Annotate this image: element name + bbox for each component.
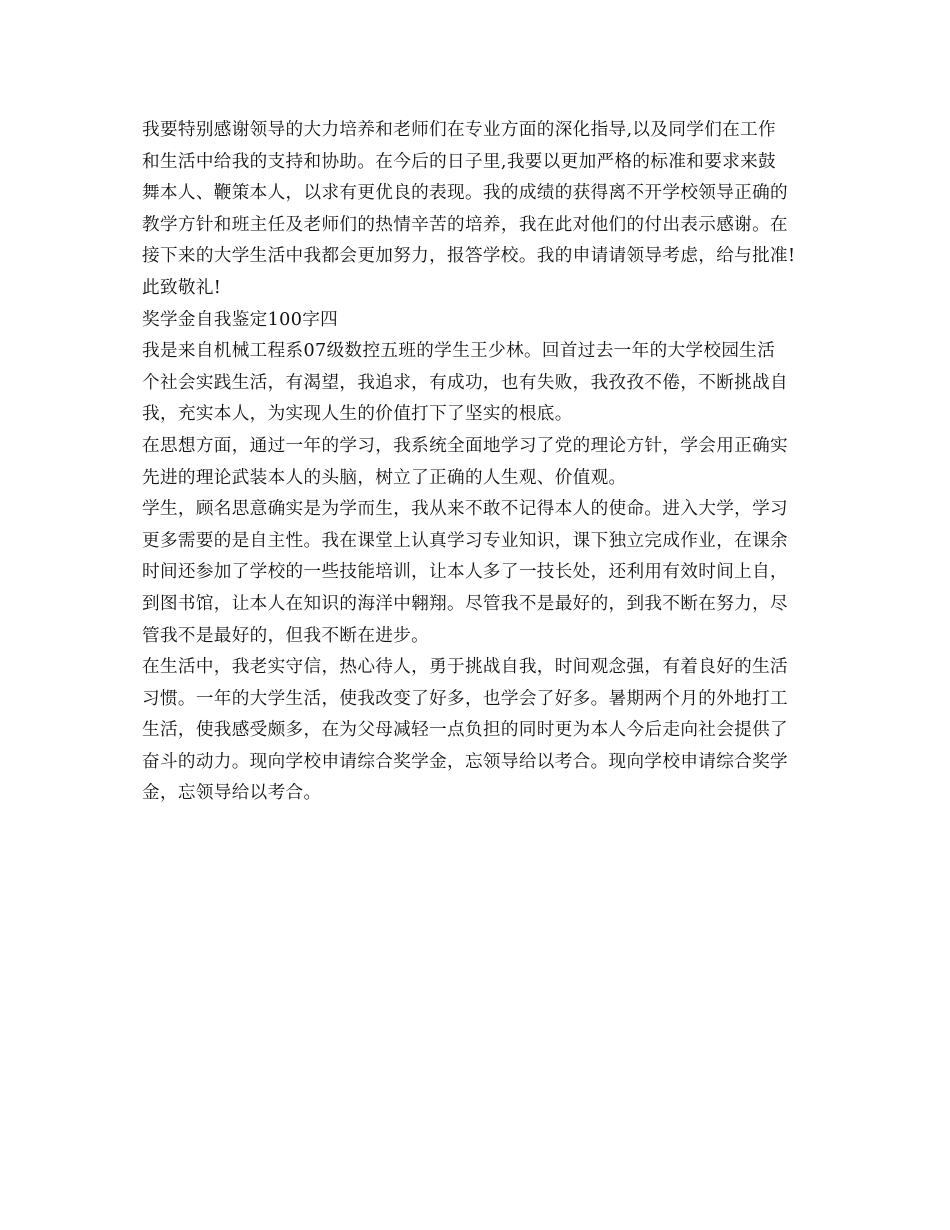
- text-line: 更多需要的是自主性。我在课堂上认真学习专业知识，课下独立完成作业，在课余: [142, 530, 788, 551]
- text-line: 先进的理论武装本人的头脑，树立了正确的人生观、价值观。: [142, 467, 627, 488]
- text-line: 我，充实本人，为实现人生的价值打下了坚实的根底。: [142, 404, 573, 425]
- text-line: 教学方针和班主任及老师们的热情辛苦的培养，我在此对他们的付出表示感谢。在: [142, 214, 788, 235]
- text-line: 个社会实践生活，有渴望，我追求，有成功，也有失败，我孜孜不倦，不断挑战自: [142, 372, 788, 393]
- text-line: 习惯。一年的大学生活，使我改变了好多，也学会了好多。暑期两个月的外地打工: [142, 688, 788, 709]
- text-line: 我是来自机械工程系07级数控五班的学生王少林。回首过去一年的大学校园生活: [142, 341, 776, 362]
- text-line: 接下来的大学生活中我都会更加努力，报答学校。我的申请请领导考虑，给与批准!: [142, 246, 796, 267]
- closing-salutation: 此致敬礼!: [142, 277, 222, 298]
- text-line: 管我不是最好的，但我不断在进步。: [142, 625, 430, 646]
- text-line: 我要特别感谢领导的大力培养和老师们在专业方面的深化指导,以及同学们在工作: [142, 120, 776, 140]
- text-line: 在生活中，我老实守信，热心待人，勇于挑战自我，时间观念强，有着良好的生活: [142, 657, 788, 678]
- text-line: 到图书馆，让本人在知识的海洋中翱翔。尽管我不是最好的，到我不断在努力，尽: [142, 593, 788, 614]
- section-heading: 奖学金自我鉴定100字四: [142, 309, 339, 330]
- text-line: 金，忘领导给以考合。: [142, 783, 322, 804]
- text-line: 学生，顾名思意确实是为学而生，我从来不敢不记得本人的使命。进入大学，学习: [142, 499, 788, 520]
- text-line: 奋斗的动力。现向学校申请综合奖学金，忘领导给以考合。现向学校申请综合奖学: [142, 751, 788, 772]
- text-line: 在思想方面，通过一年的学习，我系统全面地学习了党的理论方针，学会用正确实: [142, 435, 788, 456]
- text-line: 舞本人、鞭策本人，以求有更优良的表现。我的成绩的获得离不开学校领导正确的: [142, 183, 788, 204]
- text-line: 生活，使我感受颇多，在为父母减轻一点负担的同时更为本人今后走向社会提供了: [142, 720, 788, 741]
- text-line: 时间还参加了学校的一些技能培训，让本人多了一技长处，还利用有效时间上自，: [142, 562, 788, 583]
- document-body: [142, 115, 814, 810]
- text-line: 和生活中给我的支持和协助。在今后的日子里,我要以更加严格的标准和要求来鼓: [142, 151, 776, 172]
